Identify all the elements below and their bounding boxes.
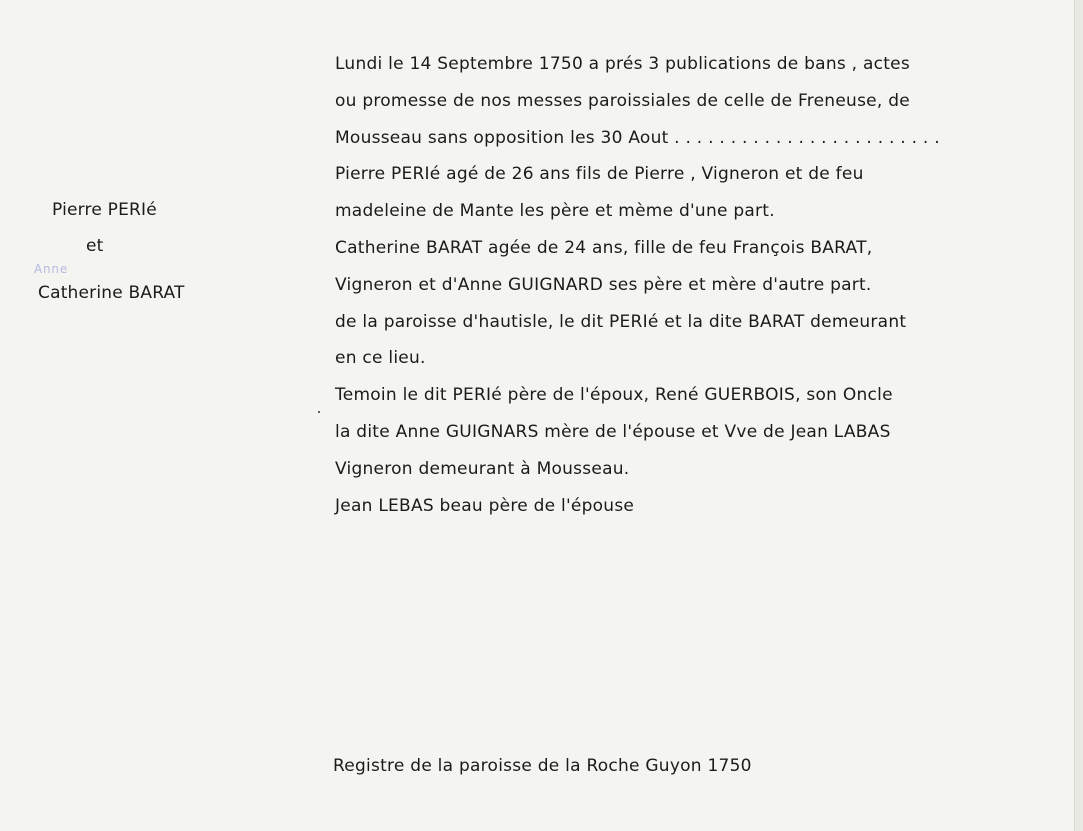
body-line: madeleine de Mante les père et mème d'une part.	[335, 201, 775, 222]
margin-first-name: Pierre PERIé	[52, 200, 157, 220]
body-line: Vigneron demeurant à Mousseau.	[335, 458, 630, 479]
body-line: ou promesse de nos messes paroissiales de celle de Freneuse, de	[335, 90, 910, 111]
body-line: Vigneron et d'Anne GUIGNARD ses père et mère d'autre part.	[335, 274, 872, 295]
body-line: Jean LEBAS beau père de l'épouse	[335, 495, 635, 516]
body-line: Temoin le dit PERIé père de l'époux, René GUERBOIS, son Oncle	[335, 385, 893, 406]
handwritten-annotation: Anne	[34, 262, 69, 276]
body-line: Lundi le 14 Septembre 1750 a prés 3 publications de bans , actes	[335, 54, 910, 74]
body-line: Mousseau sans opposition les 30 Aout . . . . . . . . . . . . . . . . . . . . . . . .	[335, 127, 940, 148]
body-line: la dite Anne GUIGNARS mère de l'épouse et Vve de Jean LABAS	[335, 421, 891, 442]
margin-note	[34, 192, 228, 304]
body-line: de la paroisse d'hautisle, le dit PERIé et la dite BARAT demeurant	[335, 311, 907, 332]
page-edge	[1074, 0, 1083, 831]
body-line: Pierre PERIé agé de 26 ans fils de Pierre , Vigneron et de feu	[335, 164, 864, 185]
document-footer: Registre de la paroisse de la Roche Guyon 1750	[333, 756, 752, 776]
main-text-block	[335, 46, 1055, 524]
margin-joiner: et	[86, 236, 104, 256]
paper-speck	[318, 411, 320, 413]
body-line: Catherine BARAT agée de 24 ans, fille de feu François BARAT,	[335, 237, 873, 258]
body-line: en ce lieu.	[335, 348, 426, 369]
margin-second-name: Catherine BARAT	[38, 283, 185, 303]
